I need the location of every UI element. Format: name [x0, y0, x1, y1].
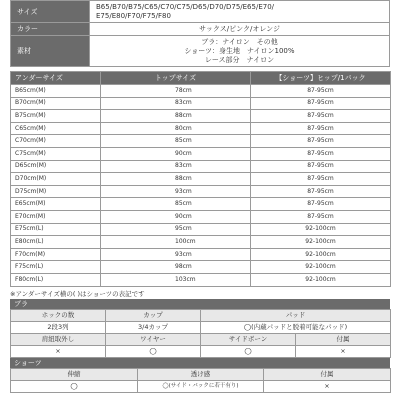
under-size-cell: E70cm(M) — [11, 210, 101, 223]
size-table-row — [11, 160, 391, 173]
side-bone-label: サイドボーン — [201, 333, 296, 345]
spec-row-material — [11, 36, 390, 67]
size-table-body — [11, 85, 391, 287]
size-table-row — [11, 210, 391, 223]
under-size-cell: B75cm(M) — [11, 110, 101, 123]
size-table-row — [11, 261, 391, 274]
wire-label: ワイヤー — [106, 333, 201, 345]
bra-value-row-1 — [11, 321, 391, 333]
top-size-cell: 103cm — [101, 273, 251, 286]
shorts-table — [10, 368, 391, 393]
size-label: サイズ — [11, 1, 90, 23]
under-size-cell: F80cm(L) — [11, 273, 101, 286]
size-table-row — [11, 110, 391, 123]
shorts-header-row — [11, 368, 391, 380]
size-table-row — [11, 97, 391, 110]
strap-removable-value: × — [11, 345, 106, 357]
under-size-cell: C65cm(M) — [11, 122, 101, 135]
hip-cell: 87-95cm — [251, 97, 391, 110]
stretch-label: 伸縮 — [11, 368, 138, 380]
color-label: カラー — [11, 23, 90, 36]
strap-removable-label: 肩紐取外し — [11, 333, 106, 345]
top-size-cell: 90cm — [101, 210, 251, 223]
hip-cell: 87-95cm — [251, 160, 391, 173]
hip-cell: 92-100cm — [251, 261, 391, 274]
bra-value-row-2 — [11, 345, 391, 357]
under-size-cell: E65cm(M) — [11, 198, 101, 211]
under-size-cell: C70cm(M) — [11, 135, 101, 148]
hip-cell: 87-95cm — [251, 210, 391, 223]
top-size-cell: 100cm — [101, 236, 251, 249]
size-table-row — [11, 122, 391, 135]
sheer-label: 透け感 — [138, 368, 264, 380]
top-size-cell: 85cm — [101, 135, 251, 148]
shorts-section-title: ショーツ — [10, 358, 390, 368]
under-size-cell: D65cm(M) — [11, 160, 101, 173]
size-table-row — [11, 147, 391, 160]
material-line: ブラ：ナイロン その他 — [201, 37, 278, 46]
spec-row-color — [11, 23, 390, 36]
under-size-cell: D75cm(M) — [11, 185, 101, 198]
spec-row-size — [11, 1, 390, 23]
size-table-row — [11, 135, 391, 148]
size-table-row — [11, 273, 391, 286]
pad-label: パッド — [201, 309, 391, 321]
hip-cell: 92-100cm — [251, 223, 391, 236]
shorts-value-row — [11, 380, 391, 392]
hip-cell: 87-95cm — [251, 173, 391, 186]
spec-table — [10, 0, 390, 67]
header-hip: 【ショーツ】ヒップ/1パック — [251, 72, 391, 85]
top-size-cell: 83cm — [101, 160, 251, 173]
size-table-row — [11, 236, 391, 249]
top-size-cell: 95cm — [101, 223, 251, 236]
accessory-value: × — [296, 345, 391, 357]
size-value-line1: B65/B70/B75/C65/C70/C75/D65/D70/D75/E65/E70/ — [96, 2, 275, 11]
hip-cell: 87-95cm — [251, 135, 391, 148]
size-table-row — [11, 173, 391, 186]
shorts-accessory-label: 付属 — [264, 368, 391, 380]
size-sheet — [10, 0, 390, 393]
bra-header-row-1 — [11, 309, 391, 321]
size-table-row — [11, 85, 391, 98]
sheer-value: ◯(サイド・バックに若干有り) — [138, 380, 264, 392]
hip-cell: 87-95cm — [251, 110, 391, 123]
top-size-cell: 83cm — [101, 97, 251, 110]
under-size-cell: F75cm(L) — [11, 261, 101, 274]
material-line: レース部分 ナイロン — [204, 55, 275, 64]
pad-value: ◯(内蔵パッドと脱着可能なパッド) — [201, 321, 391, 333]
size-value — [90, 1, 390, 23]
material-value — [90, 36, 390, 67]
size-value-line2: E75/E80/F70/F75/F80 — [96, 11, 171, 20]
top-size-cell: 93cm — [101, 248, 251, 261]
top-size-cell: 78cm — [101, 85, 251, 98]
wire-value: ◯ — [106, 345, 201, 357]
header-top-size: トップサイズ — [101, 72, 251, 85]
size-note: ※アンダーサイズ横の( )はショーツの表記です — [10, 289, 145, 298]
under-size-cell: E80cm(L) — [11, 236, 101, 249]
top-size-cell: 85cm — [101, 198, 251, 211]
color-value: サックス/ピンク/オレンジ — [90, 23, 390, 36]
header-under-size: アンダーサイズ — [11, 72, 101, 85]
material-label: 素材 — [11, 36, 90, 67]
hip-cell: 92-100cm — [251, 273, 391, 286]
hip-cell: 87-95cm — [251, 85, 391, 98]
top-size-cell: 98cm — [101, 261, 251, 274]
hook-count-label: ホックの数 — [11, 309, 106, 321]
top-size-cell: 88cm — [101, 173, 251, 186]
under-size-cell: B70cm(M) — [11, 97, 101, 110]
hip-cell: 92-100cm — [251, 248, 391, 261]
top-size-cell: 80cm — [101, 122, 251, 135]
stretch-value: ◯ — [11, 380, 138, 392]
under-size-cell: F70cm(M) — [11, 248, 101, 261]
bra-header-row-2 — [11, 333, 391, 345]
side-bone-value: ◯ — [201, 345, 296, 357]
cup-value: 3/4カップ — [106, 321, 201, 333]
under-size-cell: D70cm(M) — [11, 173, 101, 186]
shorts-accessory-value: × — [264, 380, 391, 392]
hip-cell: 87-95cm — [251, 122, 391, 135]
hip-cell: 92-100cm — [251, 236, 391, 249]
hip-cell: 87-95cm — [251, 185, 391, 198]
size-table — [10, 71, 391, 287]
top-size-cell: 90cm — [101, 147, 251, 160]
hip-cell: 87-95cm — [251, 147, 391, 160]
under-size-cell: C75cm(M) — [11, 147, 101, 160]
size-table-row — [11, 248, 391, 261]
hook-count-value: 2段3列 — [11, 321, 106, 333]
cup-label: カップ — [106, 309, 201, 321]
accessory-label: 付属 — [296, 333, 391, 345]
size-table-row — [11, 198, 391, 211]
size-table-header — [11, 72, 391, 85]
material-line: ショーツ：身生地 ナイロン100% — [184, 46, 295, 55]
under-size-cell: E75cm(L) — [11, 223, 101, 236]
bra-section-title: ブラ — [10, 299, 390, 309]
size-table-row — [11, 223, 391, 236]
under-size-cell: B65cm(M) — [11, 85, 101, 98]
hip-cell: 87-95cm — [251, 198, 391, 211]
top-size-cell: 93cm — [101, 185, 251, 198]
bra-table — [10, 309, 391, 358]
size-table-row — [11, 185, 391, 198]
top-size-cell: 88cm — [101, 110, 251, 123]
